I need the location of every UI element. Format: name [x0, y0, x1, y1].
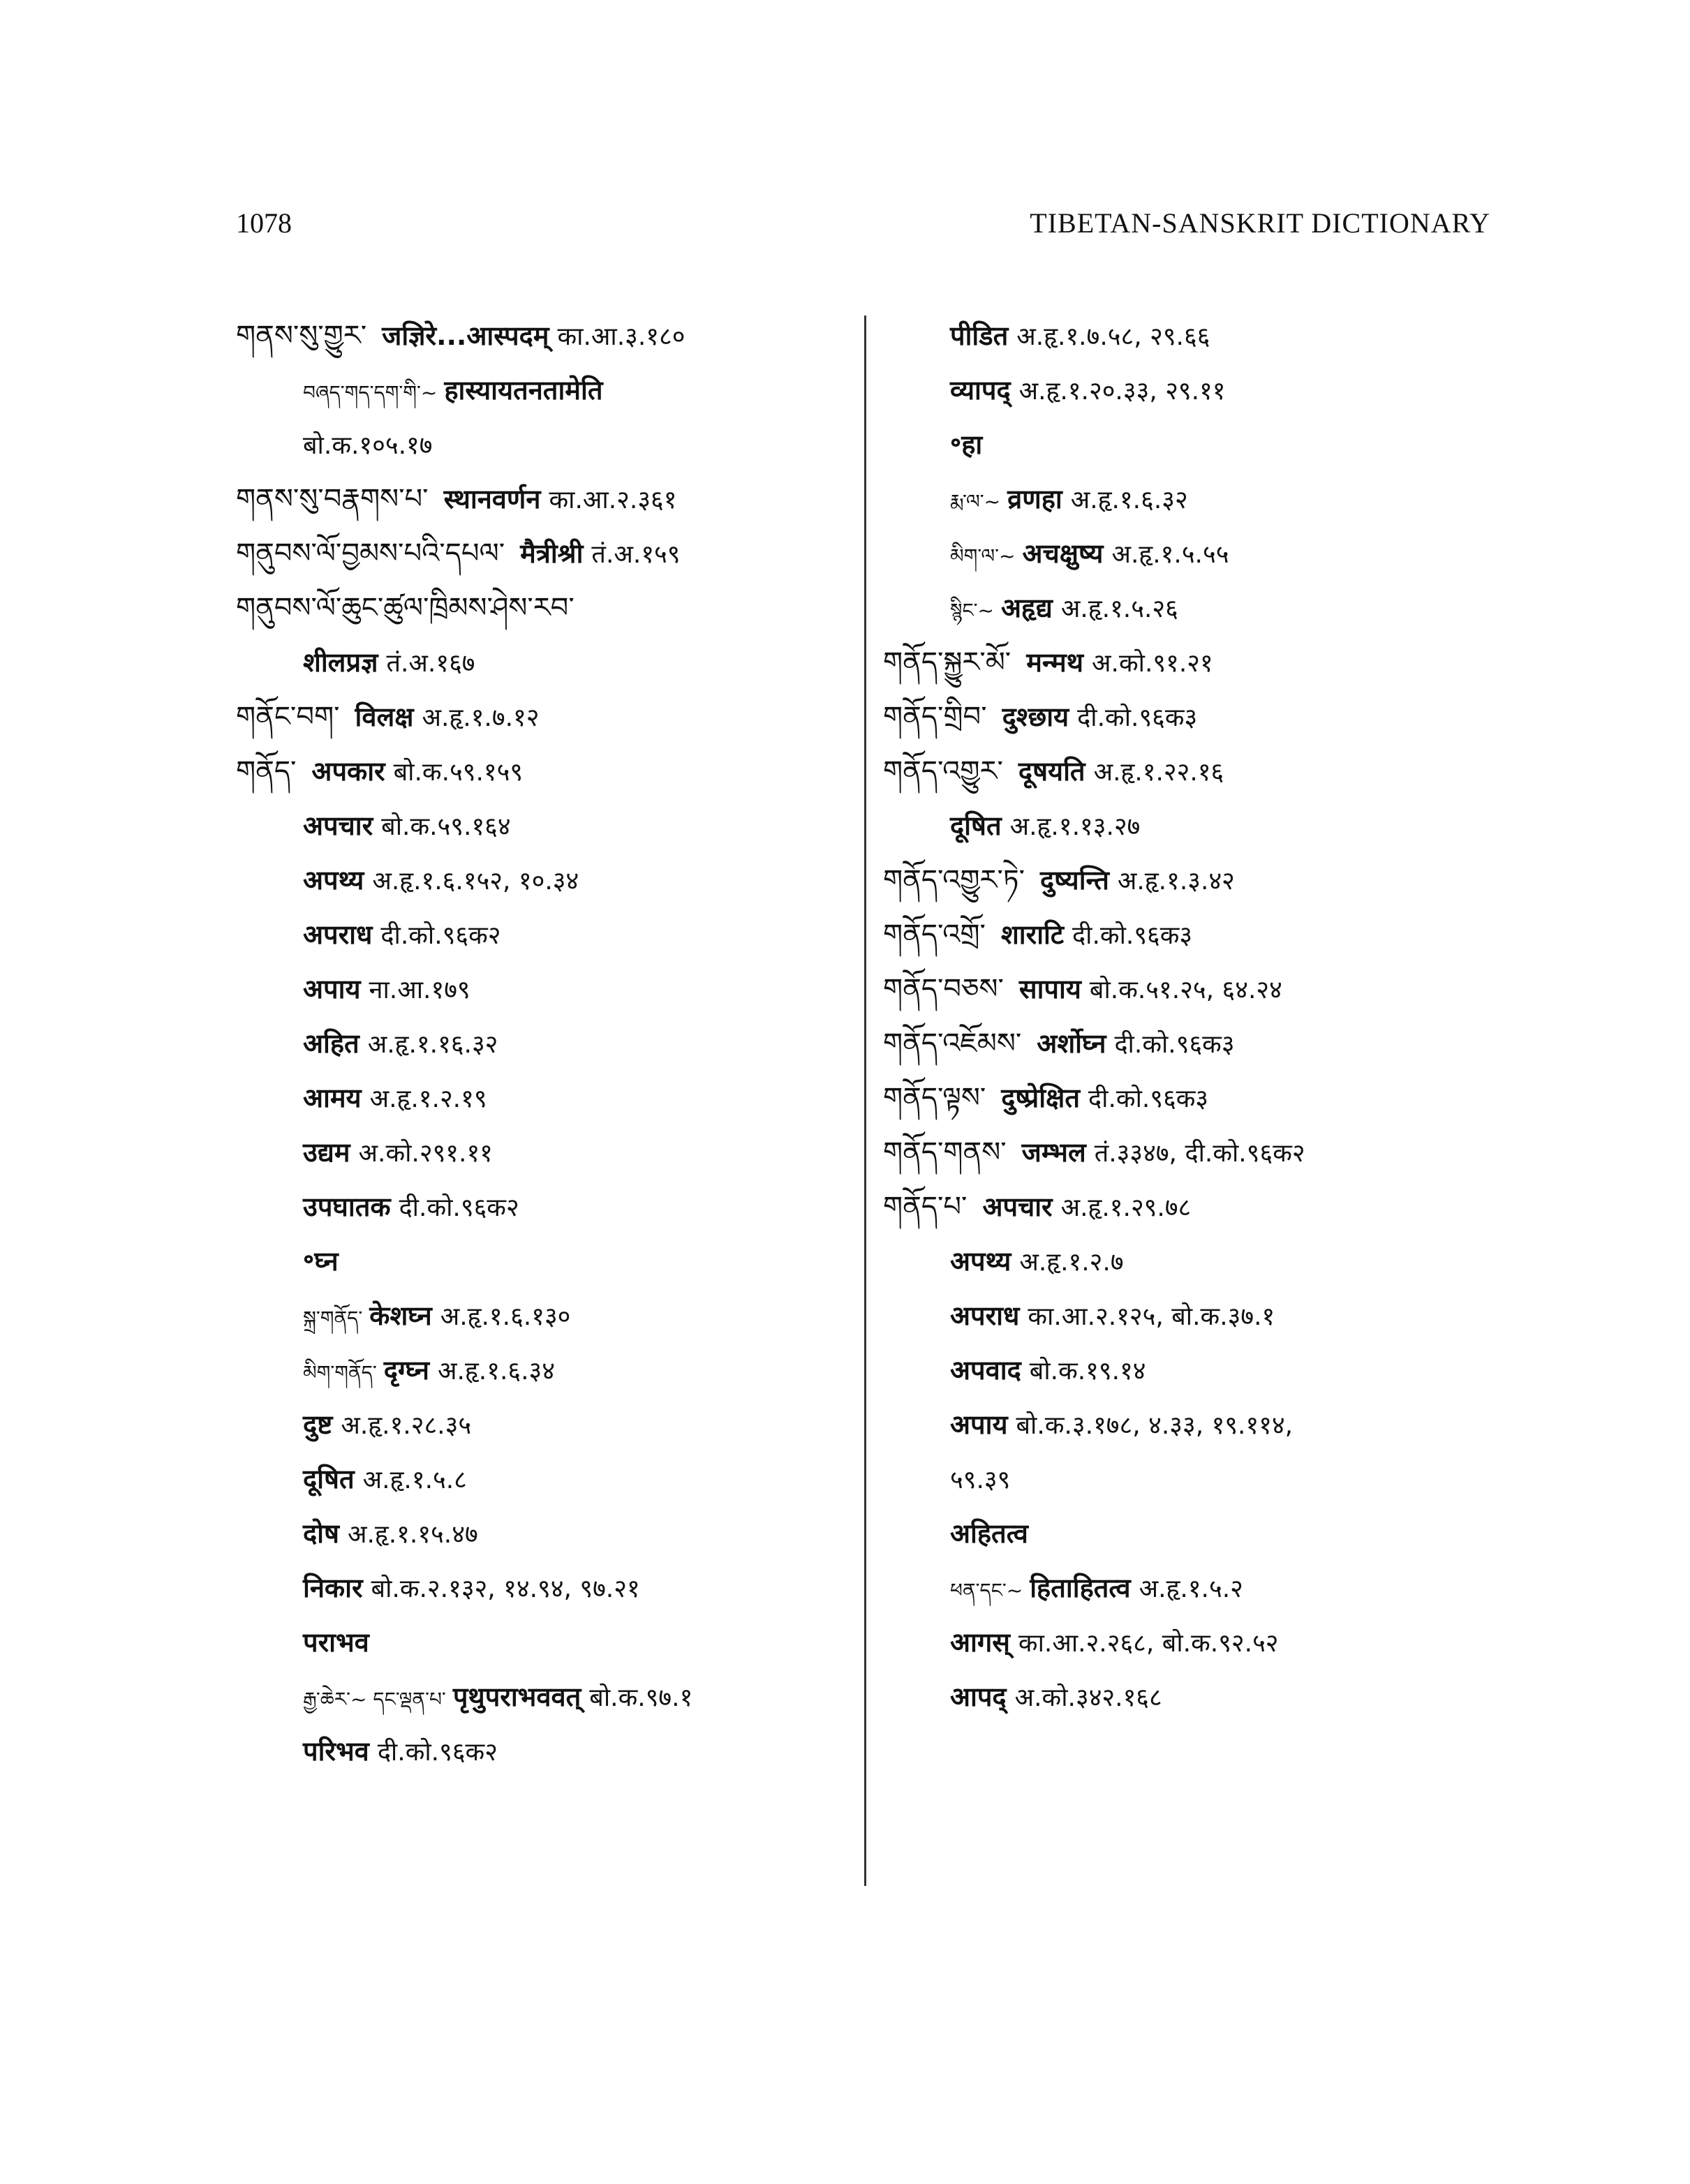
sanskrit-term: अपाय — [950, 1409, 1008, 1440]
source-reference: ५९.३९ — [950, 1466, 1011, 1494]
dictionary-entry — [883, 744, 1497, 798]
dictionary-entry — [236, 907, 850, 962]
sanskrit-term: मन्मथ — [1026, 647, 1084, 678]
sanskrit-term: दूषयति — [1018, 756, 1085, 787]
sanskrit-term: अचक्षुष्य — [1022, 538, 1104, 569]
source-reference: बो.क.५९.१५९ — [393, 758, 524, 787]
sanskrit-term: सापाय — [1018, 974, 1081, 1004]
sanskrit-term: अपवाद — [950, 1355, 1021, 1386]
dictionary-entry — [883, 1561, 1497, 1615]
dictionary-entry — [236, 798, 850, 853]
source-reference: अ.हृ.१.५.२ — [1139, 1575, 1243, 1603]
dictionary-entry — [236, 962, 850, 1016]
dictionary-entry — [883, 1180, 1497, 1234]
sanskrit-term: उद्यम — [303, 1137, 350, 1168]
source-reference: अ.हृ.१.२०.३३, २९.११ — [1018, 377, 1226, 406]
tibetan-term: གནོད་པ་ — [883, 1191, 968, 1223]
dictionary-entry — [883, 472, 1497, 526]
sanskrit-term: ॰घ्न — [303, 1246, 339, 1277]
tibetan-term: མིག་ལ་~ — [950, 544, 1016, 567]
sanskrit-term: विलक्ष — [355, 701, 414, 732]
tibetan-term: གནོད་འགྲོ་ — [883, 919, 986, 951]
dictionary-entry — [236, 853, 850, 907]
dictionary-entry — [236, 1561, 850, 1615]
sanskrit-term: पृथुपराभववत् — [452, 1681, 581, 1712]
source-reference: अ.हृ.१.१५.४७ — [347, 1520, 478, 1549]
sanskrit-term: दुष्ट — [303, 1409, 333, 1440]
sanskrit-term: दूषित — [950, 810, 1002, 841]
sanskrit-term: अहितत्व — [950, 1518, 1028, 1549]
dictionary-entry — [236, 363, 850, 417]
dictionary-entry — [236, 1180, 850, 1234]
dictionary-entry — [883, 1234, 1497, 1288]
source-reference: अ.हृ.१.१३.२७ — [1009, 812, 1141, 841]
source-reference: अ.को.२९१.११ — [358, 1139, 493, 1168]
dictionary-entry — [883, 1288, 1497, 1343]
source-reference: अ.हृ.१.२९.७८ — [1060, 1194, 1192, 1222]
sanskrit-term: स्थानवर्णन — [443, 484, 541, 514]
dictionary-entry — [883, 853, 1497, 907]
sanskrit-term: अपचार — [982, 1191, 1053, 1222]
source-reference: का.आ.३.१८० — [557, 322, 685, 351]
source-reference: का.आ.२.३६१ — [549, 486, 677, 514]
sanskrit-term: अपचार — [303, 810, 373, 841]
sanskrit-term: आमय — [303, 1083, 362, 1113]
source-reference: अ.हृ.१.७.१२ — [422, 704, 540, 732]
page-header — [0, 207, 1690, 248]
dictionary-entry — [883, 1016, 1497, 1071]
sanskrit-term: अपराध — [303, 919, 373, 950]
tibetan-term: གནོད་གནས་ — [883, 1136, 1007, 1168]
sanskrit-term: दुष्यन्ति — [1040, 865, 1109, 896]
source-reference: अ.को.३४२.१६८ — [1014, 1684, 1162, 1712]
sanskrit-term: ॰हा — [950, 429, 983, 460]
source-reference: अ.हृ.१.६.१५२, १०.३४ — [372, 867, 579, 896]
dictionary-entry — [883, 309, 1497, 363]
source-reference: अ.हृ.१.७.५८, २९.६६ — [1016, 322, 1210, 351]
source-reference: दी.को.९६क३ — [1114, 1030, 1235, 1059]
tibetan-term: གནོད་འཇོམས་ — [883, 1027, 1022, 1060]
tibetan-term: གནས་སུ་གྱུར་ — [236, 320, 367, 352]
tibetan-term: གནོད་གྲིབ་ — [883, 701, 987, 733]
tibetan-term: གནོད་ལྟས་ — [883, 1082, 986, 1114]
tibetan-term: གནོད་འགྱུར་ཏེ་ — [883, 864, 1025, 896]
source-reference: का.आ.२.१२५, बो.क.३७.१ — [1028, 1302, 1275, 1331]
sanskrit-term: अपथ्य — [950, 1246, 1011, 1277]
source-reference: अ.को.९१.२१ — [1092, 649, 1213, 678]
dictionary-entry — [236, 1452, 850, 1506]
source-reference: अ.हृ.१.६.३२ — [1070, 486, 1188, 514]
source-reference: अ.हृ.१.१६.३२ — [367, 1030, 498, 1059]
tibetan-term: གནས་སུ་བརྣགས་པ་ — [236, 483, 429, 515]
tibetan-term: གནོད་འགྱུར་ — [883, 755, 1003, 787]
sanskrit-term: शाराटि — [1000, 919, 1065, 950]
dictionary-entry — [883, 1125, 1497, 1180]
source-reference: दी.को.९६क२ — [380, 921, 501, 950]
column-divider — [864, 315, 866, 1886]
source-reference: दी.को.९६क२ — [399, 1194, 519, 1222]
dictionary-entry — [236, 1724, 850, 1778]
source-reference: अ.हृ.१.२२.१६ — [1093, 758, 1224, 787]
sanskrit-term: पराभव — [303, 1627, 369, 1658]
dictionary-entry — [883, 798, 1497, 853]
dictionary-entry — [883, 635, 1497, 690]
tibetan-term: གནོད་ — [236, 755, 297, 787]
source-reference: दी.को.९६क२ — [377, 1738, 498, 1767]
tibetan-term: ཕན་དང་~ — [950, 1579, 1023, 1602]
source-reference: तं.अ.१६७ — [386, 649, 475, 678]
dictionary-entry — [236, 581, 850, 635]
tibetan-term: གནོང་བག་ — [236, 701, 340, 733]
source-reference: अ.हृ.१.२.१९ — [369, 1085, 487, 1113]
dictionary-entry — [883, 581, 1497, 635]
left-column — [236, 309, 850, 1778]
tibetan-term: སྐྲ་གནོད་ — [303, 1307, 363, 1330]
sanskrit-term: शीलप्रज्ञ — [303, 647, 378, 678]
source-reference: बो.क.५१.२५, ६४.२४ — [1089, 976, 1282, 1004]
dictionary-entry — [883, 417, 1497, 472]
source-reference: बो.क.१९.१४ — [1029, 1357, 1146, 1386]
source-reference: अ.हृ.१.६.३४ — [438, 1357, 555, 1386]
page-number: 1078 — [236, 207, 292, 239]
sanskrit-term: अहित — [303, 1028, 360, 1059]
dictionary-entry — [236, 1615, 850, 1670]
dictionary-entry — [236, 1670, 850, 1724]
dictionary-entry — [236, 309, 850, 363]
dictionary-entry — [236, 1071, 850, 1125]
source-reference: अ.हृ.१.५.८ — [362, 1466, 467, 1494]
source-reference: बो.क.१०५.१७ — [303, 431, 433, 460]
dictionary-entry — [883, 1615, 1497, 1670]
dictionary-entry — [236, 1234, 850, 1288]
dictionary-entry — [883, 1506, 1497, 1561]
source-reference: अ.हृ.१.५.५५ — [1111, 540, 1229, 569]
sanskrit-term: मैत्रीश्री — [520, 538, 584, 569]
dictionary-entry — [236, 1288, 850, 1343]
sanskrit-term: अर्शोघ्न — [1037, 1028, 1106, 1059]
sanskrit-term: व्यापद् — [950, 375, 1011, 406]
sanskrit-term: दुष्प्रेक्षित — [1001, 1083, 1081, 1113]
dictionary-entry — [883, 1397, 1497, 1452]
sanskrit-term: हास्यायतनतामेति — [444, 375, 603, 406]
sanskrit-term: पीडित — [950, 320, 1009, 351]
source-reference: बो.क.५९.१६४ — [381, 812, 511, 841]
dictionary-entry — [236, 417, 850, 472]
dictionary-entry — [236, 1125, 850, 1180]
dictionary-entry — [883, 690, 1497, 744]
dictionary-entry — [883, 962, 1497, 1016]
sanskrit-term: अपकार — [311, 756, 385, 787]
dictionary-entry — [236, 1506, 850, 1561]
dictionary-entry — [883, 907, 1497, 962]
source-reference: का.आ.२.२६८, बो.क.९२.५२ — [1018, 1629, 1279, 1658]
source-reference: अ.हृ.१.५.२६ — [1060, 595, 1178, 623]
dictionary-entry — [236, 1397, 850, 1452]
dictionary-entry — [883, 1670, 1497, 1724]
dictionary-entry — [236, 635, 850, 690]
source-reference: बो.क.२.१३२, १४.९४, ९७.२१ — [371, 1575, 640, 1603]
dictionary-entry — [883, 526, 1497, 581]
tibetan-term: གནུབས་ལོ་བྱམས་པའི་དཔལ་ — [236, 537, 505, 570]
sanskrit-term: दुश्छाय — [1002, 701, 1069, 732]
source-reference: अ.हृ.१.३.४२ — [1117, 867, 1235, 896]
source-reference: तं.३३४७, दी.को.९६क२ — [1094, 1139, 1305, 1168]
tibetan-term: གནུབས་ལོ་ཆུང་ཚུལ་ཁྲིམས་ཤེས་རབ་ — [236, 592, 575, 624]
dictionary-entry — [883, 363, 1497, 417]
sanskrit-term: अहृद्य — [1001, 593, 1053, 623]
right-column — [883, 309, 1497, 1724]
tibetan-term: རྨ་ལ་~ — [950, 490, 1001, 513]
dictionary-entry — [236, 690, 850, 744]
dictionary-entry — [236, 472, 850, 526]
tibetan-term: གནོད་སྐྱུར་མོ་ — [883, 646, 1011, 678]
source-reference: अ.हृ.१.२.७ — [1019, 1248, 1124, 1277]
sanskrit-term: दृग्घ्न — [383, 1355, 430, 1386]
source-reference: दी.को.९६क३ — [1088, 1085, 1209, 1113]
source-reference: बो.क.३.१७८, ४.३३, १९.११४, — [1016, 1411, 1294, 1440]
sanskrit-term: आगस् — [950, 1627, 1010, 1658]
sanskrit-term: व्रणहा — [1007, 484, 1062, 514]
dictionary-entry — [883, 1343, 1497, 1397]
tibetan-term: རྒྱ་ཆེར་~ དང་ལྡན་པ་ — [303, 1688, 446, 1711]
sanskrit-term: दोष — [303, 1518, 339, 1549]
tibetan-term: མིག་གནོད་ — [303, 1361, 377, 1384]
sanskrit-term: जज्ञिरे...आस्पदम् — [382, 320, 549, 351]
sanskrit-term: हिताहितत्व — [1030, 1573, 1131, 1603]
sanskrit-term: आपद् — [950, 1681, 1007, 1712]
tibetan-term: གནོད་བཅས་ — [883, 973, 1004, 1005]
dictionary-entry — [236, 1016, 850, 1071]
tibetan-term: སྙིང་~ — [950, 599, 994, 622]
sanskrit-term: जम्भल — [1021, 1137, 1086, 1168]
dictionary-entry — [883, 1452, 1497, 1506]
source-reference: अ.हृ.१.६.१३० — [440, 1302, 571, 1331]
sanskrit-term: निकार — [303, 1573, 363, 1603]
sanskrit-term: उपघातक — [303, 1191, 391, 1222]
source-reference: दी.को.९६क३ — [1077, 704, 1198, 732]
sanskrit-term: केशघ्न — [369, 1300, 432, 1331]
source-reference: दी.को.९६क३ — [1072, 921, 1193, 950]
sanskrit-term: अपथ्य — [303, 865, 364, 896]
running-title: TIBETAN-SANSKRIT DICTIONARY — [1030, 207, 1490, 239]
source-reference: बो.क.९७.१ — [589, 1684, 693, 1712]
tibetan-term: བཞད་གད་དག་གི་~ — [303, 381, 438, 404]
sanskrit-term: दूषित — [303, 1464, 355, 1494]
dictionary-entry — [236, 744, 850, 798]
dictionary-entry — [236, 526, 850, 581]
sanskrit-term: अपराध — [950, 1300, 1020, 1331]
dictionary-entry — [236, 1343, 850, 1397]
dictionary-entry — [883, 1071, 1497, 1125]
source-reference: तं.अ.१५९ — [591, 540, 681, 569]
source-reference: ना.आ.१७९ — [369, 976, 470, 1004]
source-reference: अ.हृ.१.२८.३५ — [341, 1411, 472, 1440]
sanskrit-term: अपाय — [303, 974, 361, 1004]
sanskrit-term: परिभव — [303, 1736, 369, 1767]
